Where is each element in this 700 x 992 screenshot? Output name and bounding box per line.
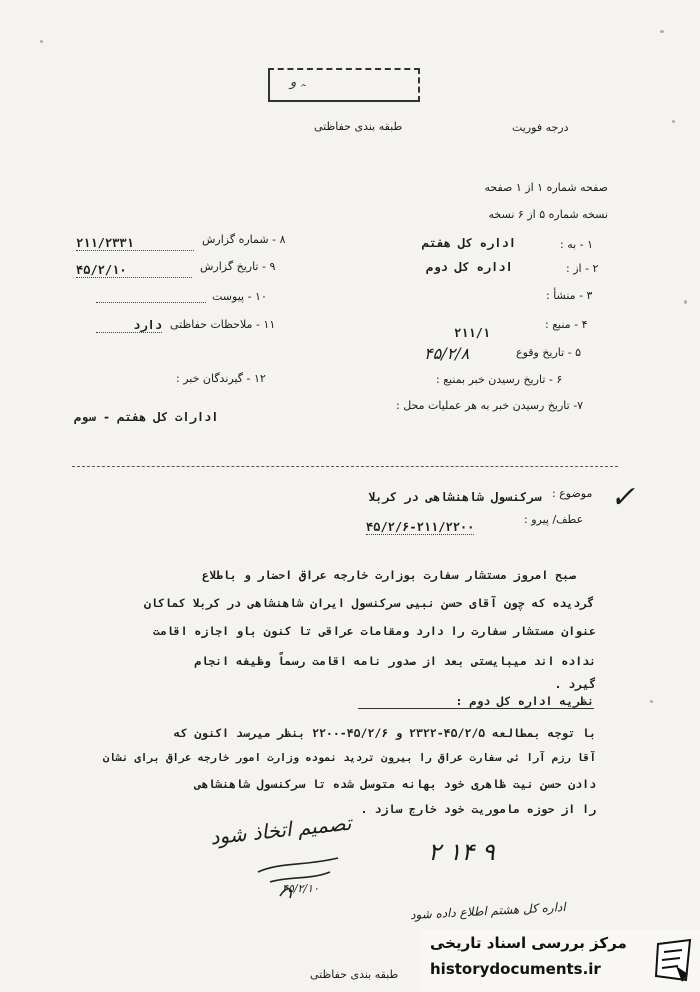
handwritten-numbers: ۲ ۱۴ ۹ bbox=[428, 838, 495, 866]
priority-label: درجه فوریت bbox=[512, 121, 569, 134]
copy-number-field: نسخه شماره ۵ از ۶ نسخه bbox=[488, 208, 608, 221]
followup-label: عطف/ پیرو : bbox=[524, 513, 584, 526]
top-stamp-box bbox=[268, 68, 420, 102]
classification-label-bottom: طبقه بندی حفاظتی bbox=[310, 968, 399, 981]
report-date-value: ۴۵/۲/۱۰ bbox=[76, 263, 192, 278]
recipients-value: ادارات کل هفتم - سوم bbox=[74, 410, 219, 424]
scan-speck bbox=[650, 700, 653, 703]
opinion-line-4: را از حوزه ماموریت خود خارج سازد . bbox=[360, 802, 596, 816]
source-value: ۲۱۱/۱ bbox=[454, 326, 491, 340]
recipients-label: ۱۲ - گیرندگان خبر : bbox=[176, 372, 266, 385]
origin-label: ۳ - منشأ : bbox=[546, 289, 593, 302]
body-line-4: نداده اند میبایستی بعد از صدور نامه اقامت رسماً وظیفه انجام bbox=[194, 654, 596, 668]
source-label: ۴ - منبع : bbox=[545, 318, 588, 331]
bottom-handwritten-note: اداره کل هشتم اطلاع داده شود bbox=[409, 899, 566, 923]
archive-logo-icon bbox=[652, 936, 696, 984]
event-date-value: ۴۵/۲/۸ bbox=[424, 344, 470, 363]
attachment-line bbox=[96, 302, 206, 303]
watermark-title: مرکز بررسی اسناد تاریخی bbox=[430, 934, 627, 952]
from-value: اداره کل دوم bbox=[426, 260, 513, 274]
receipt-date-label: ۶ - تاریخ رسیدن خبر بمنبع : bbox=[436, 373, 563, 386]
body-line-1: صبح امروز مستشار سفارت بوزارت خارجه عراق احضار و باطلاع bbox=[202, 568, 576, 582]
to-value: اداره کل هفتم bbox=[422, 236, 516, 250]
report-number-value: ۲۱۱/۲۳۳۱ bbox=[76, 236, 194, 251]
opinion-line-2: آقا رزم آرا ئی سفارت عراق را بیرون تردید نموده وزارت امور خارجه عراق برای نشان bbox=[102, 752, 596, 764]
body-line-5: گیرد . bbox=[554, 677, 596, 691]
scan-speck bbox=[40, 40, 43, 43]
to-label: ۱ - به : bbox=[560, 238, 594, 251]
stamp-mark: ﮧ ﻭ bbox=[290, 75, 306, 90]
followup-value: ۴۵/۲/۶-۲۱۱/۲۲۰۰ bbox=[366, 520, 475, 534]
body-line-3: عنوان مستشار سفارت را دارد ومقامات عراقی تا کنون باو اجازه اقامت bbox=[152, 624, 596, 638]
protection-notes-value: دارد bbox=[96, 318, 162, 333]
report-number-label: ۸ - شماره گزارش bbox=[202, 233, 286, 246]
subject-value: سرکنسول شاهنشاهی در کربلا bbox=[368, 490, 542, 504]
subject-label: موضوع : bbox=[552, 487, 593, 500]
watermark-url: historydocuments.ir bbox=[430, 960, 601, 978]
scan-speck bbox=[660, 30, 664, 33]
protection-notes-label: ۱۱ - ملاحظات حفاظتی bbox=[170, 318, 276, 331]
handwritten-initials: ۴۵/۲/۱۰ bbox=[282, 882, 319, 895]
opinion-line-3: دادن حسن نیت ظاهری خود بهانه متوسل شده تا سرکنسول شاهنشاهی bbox=[194, 777, 596, 791]
report-date-label: ۹ - تاریخ گزارش bbox=[200, 260, 276, 273]
scan-speck bbox=[672, 120, 675, 123]
attachment-label: ۱۰ - پیوست bbox=[212, 290, 267, 303]
classification-label-top: طبقه بندی حفاظتی bbox=[314, 120, 403, 133]
section-heading: نظریه اداره کل دوم : bbox=[358, 694, 594, 709]
opinion-line-1: با توجه بمطالعه ۴۵/۲/۵-۲۳۲۲ و ۴۵/۲/۶-۲۲۰۰ بنظر میرسد اکنون که bbox=[173, 726, 596, 740]
scan-speck bbox=[684, 300, 687, 304]
event-date-label: ۵ - تاریخ وقوع bbox=[516, 346, 582, 359]
unit-receipt-label: ۷- تاریخ رسیدن خبر به هر عملیات محل : bbox=[396, 399, 584, 412]
handwritten-note: تصمیم اتخاذ شود bbox=[209, 810, 353, 850]
body-line-2: گردیده که چون آقای حسن نبیی سرکنسول ایران شاهنشاهی در کربلا کماکان bbox=[143, 596, 594, 610]
watermark-block bbox=[420, 930, 700, 992]
margin-check-mark: ✓ bbox=[610, 480, 636, 515]
page-number-field: صفحه شماره ۱ از ۱ صفحه bbox=[484, 181, 608, 194]
section-divider bbox=[72, 466, 618, 467]
from-label: ۲ - از : bbox=[566, 262, 599, 275]
